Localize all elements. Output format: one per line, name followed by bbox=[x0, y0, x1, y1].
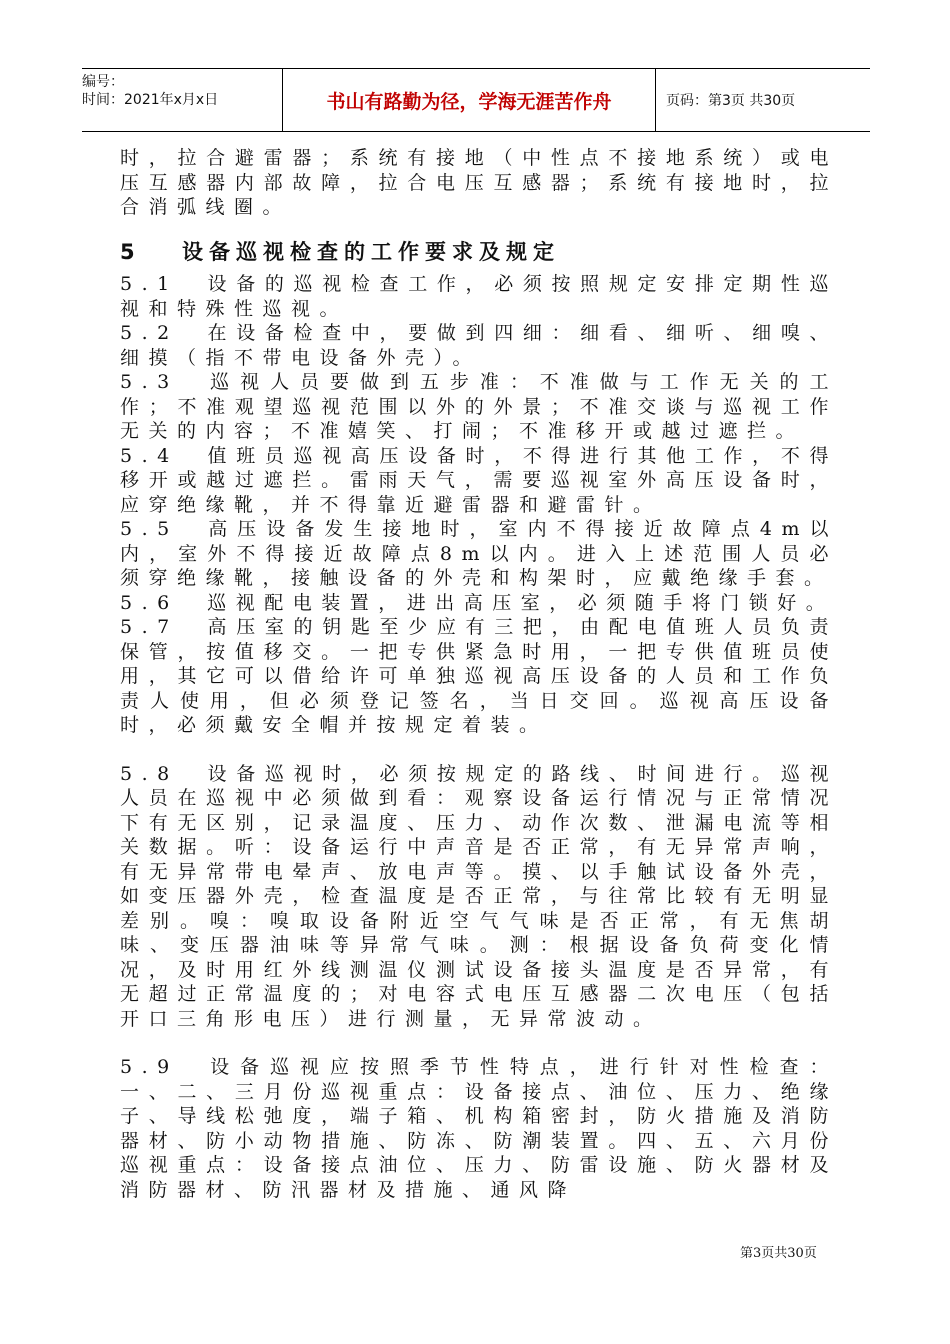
clause-5-3: 5.3 巡视人员要做到五步准：不准做与工作无关的工作；不准观望巡视范围以外的外景；不准交谈与巡视工作无关的内容；不准嬉笑、打闹；不准移开或越过遮拦。 bbox=[120, 371, 838, 442]
document-body bbox=[120, 146, 838, 1202]
header-motto: 书山有路勤为径，学海无涯苦作舟 bbox=[282, 69, 656, 131]
header-page-label: 页码：第3页 共30页 bbox=[666, 93, 796, 109]
document-number-label: 编号： bbox=[82, 74, 124, 90]
clause-5-2: 5.2 在设备检查中，要做到四细：细看、细听、细嗅、细摸（指不带电设备外壳）。 bbox=[120, 322, 838, 369]
section-title: 设备巡视检查的工作要求及规定 bbox=[182, 239, 560, 264]
clause-5-5: 5.5 高压设备发生接地时，室内不得接近故障点4m以内，室外不得接近故障点8m以内。进入上述范围人员必须穿绝缘靴，接触设备的外壳和构架时，应戴绝缘手套。 bbox=[120, 518, 838, 589]
clause-5-7: 5.7 高压室的钥匙至少应有三把，由配电值班人员负责保管，按值移交。一把专供紧急时用，一把专供值班员使用，其它可以借给许可单独巡视高压设备的人员和工作负责人使用，但必须登记签名，当日交回。巡视高压设备时，必须戴安全帽并按规定着装。 bbox=[120, 616, 838, 736]
intro-paragraph: 时，拉合避雷器；系统有接地（中性点不接地系统）或电压互感器内部故障，拉合电压互感器；系统有接地时，拉合消弧线圈。 bbox=[120, 147, 838, 218]
clause-5-6: 5.6 巡视配电装置，进出高压室，必须随手将门锁好。 bbox=[120, 591, 835, 614]
section-heading bbox=[120, 240, 838, 265]
page-header bbox=[82, 68, 870, 132]
section-number: 5 bbox=[120, 239, 141, 264]
header-meta bbox=[82, 69, 282, 131]
clause-5-8: 5.8 设备巡视时，必须按规定的路线、时间进行。巡视人员在巡视中必须做到看：观察设备运行情况与正常情况下有无区别，记录温度、压力、动作次数、泄漏电流等相关数据。听：设备运行中声音是否正常，有无异常声响，有无异常带电晕声、放电声等。摸、以手触试设备外壳，如变压器外壳，检查温度是否正常，与往常比较有无明显差别。嗅：嗅取设备附近空气气味是否正常，有无焦胡味、变压器油味等异常气味。测：根据设备负荷变化情况，及时用红外线测温仪测试设备接头温度是否异常，有无超过正常温度的；对电容式电压互感器二次电压（包括开口三角形电压）进行测量，无异常波动。 bbox=[120, 762, 838, 1030]
document-time-label: 时间：2021年x月x日 bbox=[82, 92, 219, 108]
clause-5-1: 5.1 设备的巡视检查工作，必须按照规定安排定期性巡视和特殊性巡视。 bbox=[120, 273, 838, 320]
clause-5-9: 5.9 设备巡视应按照季节性特点，进行针对性检查：一、二、三月份巡视重点：设备接点、油位、压力、绝缘子、导线松弛度，端子箱、机构箱密封，防火措施及消防器材、防小动物措施、防冻、防潮装置。四、五、六月份巡视重点：设备接点油位、压力、防雷设施、防火器材及消防器材、防汛器材及措施、通风降 bbox=[120, 1056, 838, 1201]
page-footer: 第3页共30页 bbox=[740, 1246, 817, 1261]
clause-5-4: 5.4 值班员巡视高压设备时，不得进行其他工作，不得移开或越过遮拦。雷雨天气，需要巡视室外高压设备时，应穿绝缘靴，并不得靠近避雷器和避雷针。 bbox=[120, 444, 838, 516]
